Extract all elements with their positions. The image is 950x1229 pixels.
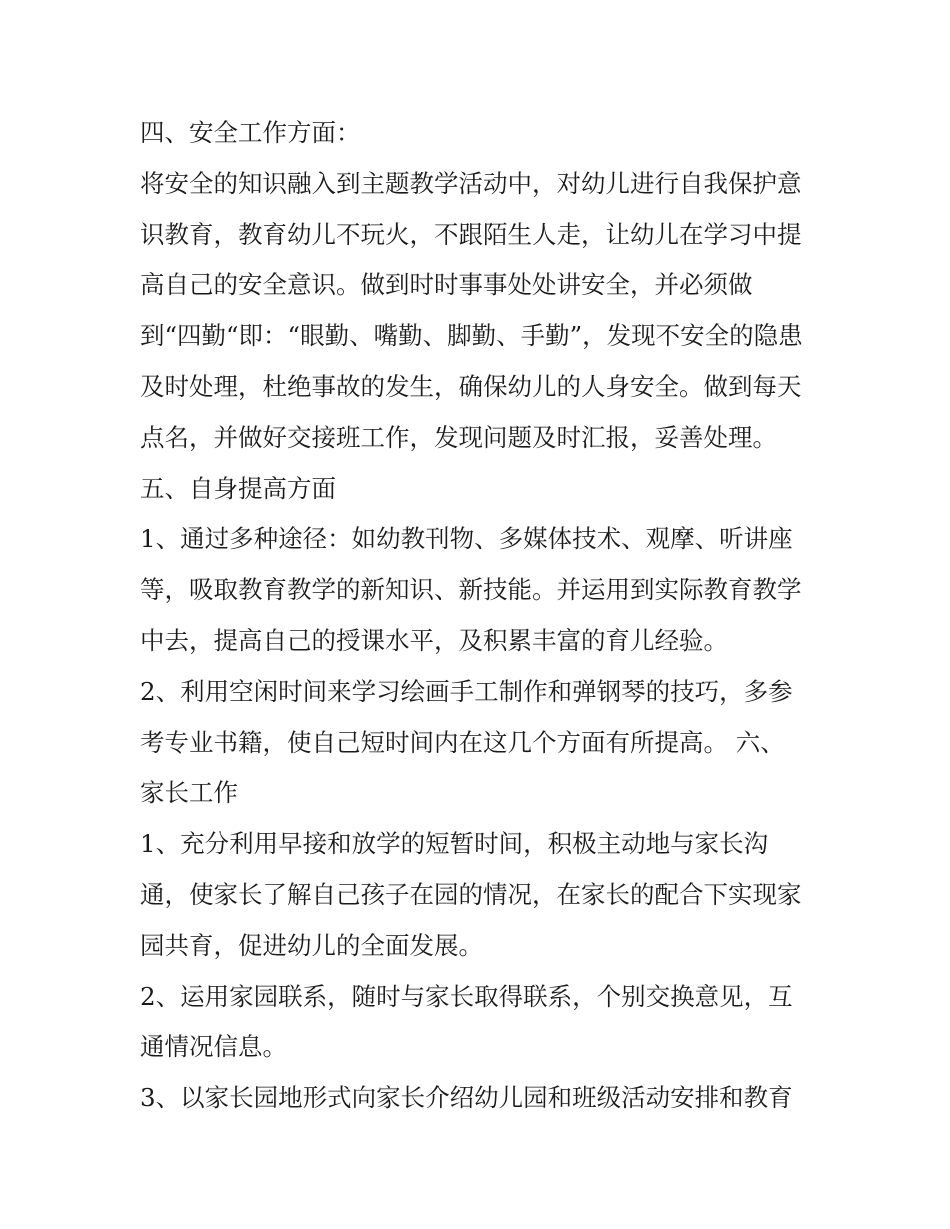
section-heading-parent-work: 家长工作 [140, 778, 238, 808]
text-line: 等，吸取教育教学的新知识、新技能。并运用到实际教育教学 [140, 575, 802, 605]
text-line: 1、通过多种途径：如幼教刊物、多媒体技术、观摩、听讲座 [140, 524, 793, 554]
section-heading-self-improvement: 五、自身提高方面 [140, 473, 336, 503]
text-line: 考专业书籍，使自己短时间内在这几个方面有所提高。 六、 [140, 727, 785, 757]
text-line: 到“四勤“即：“眼勤、嘴勤、脚勤、手勤”，发现不安全的隐患 [140, 321, 803, 351]
text-line: 将安全的知识融入到主题教学活动中，对幼儿进行自我保护意 [140, 168, 802, 198]
text-line: 2、利用空闲时间来学习绘画手工制作和弹钢琴的技巧，多参 [140, 676, 793, 706]
text-line: 识教育，教育幼儿不玩火，不跟陌生人走，让幼儿在学习中提 [140, 219, 802, 249]
text-line: 1、充分利用早接和放学的短暂时间，积极主动地与家长沟 [140, 829, 769, 859]
text-line: 中去，提高自己的授课水平，及积累丰富的育儿经验。 [140, 625, 728, 655]
text-line: 及时处理，杜绝事故的发生，确保幼儿的人身安全。做到每天 [140, 371, 802, 401]
text-line: 园共育，促进幼儿的全面发展。 [140, 930, 483, 960]
document-body [140, 108, 830, 1124]
text-line: 3、以家长园地形式向家长介绍幼儿园和班级活动安排和教育 [140, 1083, 793, 1113]
text-line: 高自己的安全意识。做到时时事事处处讲安全，并必须做 [140, 270, 753, 300]
text-line: 2、运用家园联系，随时与家长取得联系，个别交换意见，互 [140, 981, 793, 1011]
text-line: 通，使家长了解自己孩子在园的情况，在家长的配合下实现家 [140, 879, 802, 909]
text-line: 通情况信息。 [140, 1032, 287, 1062]
text-line: 点名，并做好交接班工作，发现问题及时汇报，妥善处理。 [140, 422, 777, 452]
section-heading-safety: 四、安全工作方面： [140, 118, 361, 147]
